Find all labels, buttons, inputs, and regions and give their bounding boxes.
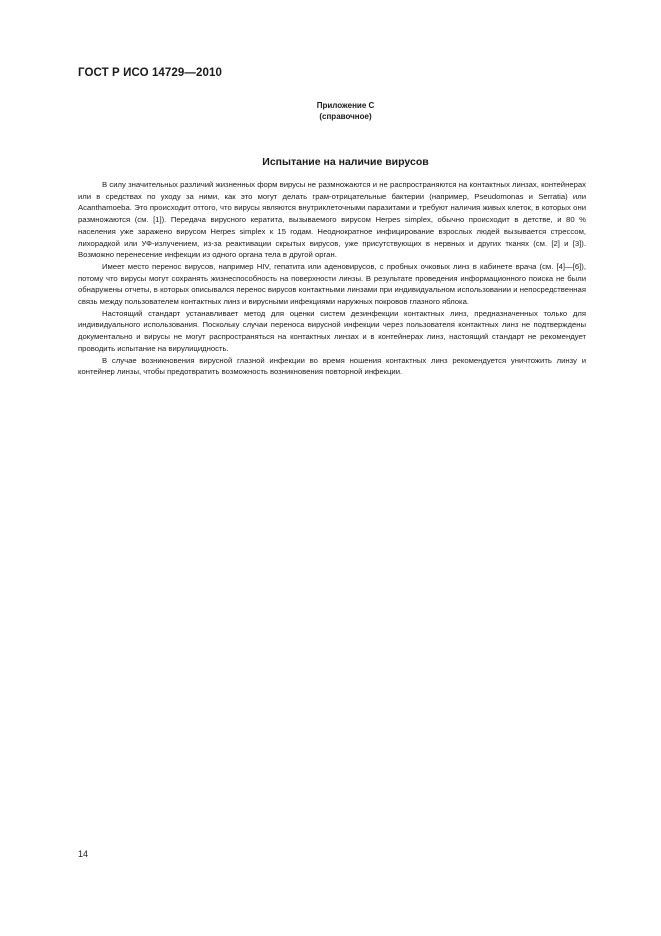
paragraph: Настоящий стандарт устанавливает метод для оценки систем дезинфекции контактных линз, предназначенных только для индивидуального использования. Поскольку случаи переноса вирусной инфекции через пользователя контактных линз не подтверждены документально и вирусы не могут распространяться на контактных линзах и в контейнерах линз, настоящий стандарт не рекомендует проводить испытание на вирулицидность. xyxy=(78,308,586,353)
body-text xyxy=(78,179,586,378)
document-header: ГОСТ Р ИСО 14729—2010 xyxy=(78,67,223,79)
appendix-heading xyxy=(0,100,661,122)
section-title: Испытание на наличие вирусов xyxy=(262,156,429,168)
appendix-type: (справочное) xyxy=(319,112,372,121)
paragraph: В случае возникновения вирусной глазной инфекции во время ношения контактных линз рекомендуется уничтожить линзу и контейнер линзы, чтобы предотвратить возможность возникновения повторной инфекции. xyxy=(78,355,586,377)
page-number: 14 xyxy=(78,849,89,859)
appendix-label: Приложение С xyxy=(316,101,375,110)
paragraph: В силу значительных различий жизненных форм вирусы не размножаются и не распространяются на контактных линзах, контейнерах или в средствах по уходу за ними, как это могут делать грам-отрицательные бактерии (например, Pseudomonas и Serratia) или Acanthamoeba. Это происходит оттого, что вирусы являются внутриклеточными паразитами и требуют наличия живых клеток, в которых они размножаются (см. [1]). Передача вирусного кератита, вызываемого вирусом Herpes simplex, обычно происходит в детстве, и 80 % населения уже заражено вирусом Herpes simplex к 15 годам. Неоднократное инфицирование взрослых людей вызывается стрессом, лихорадкой или УФ-излучением, из-за реактивации скрытых вирусов, уже присутствующих в нервных и других тканях (см. [2] и [3]). Возможно перенесение инфекции из одного органа тела в другой орган. xyxy=(78,180,586,260)
paragraph: Имеет место перенос вирусов, например HIV, гепатита или аденовирусов, с пробных очковых линз в кабинете врача (см. [4]—[6]), потому что вирусы могут сохранять жизнеспособность на поверхности линзы. В результате проведения информационного поиска не были обнаружены отчеты, в которых описывался перенос вирусов контактными линзами при индивидуальном использовании и непосредственная связь между пользователем контактных линз и вирусными инфекциями наружных покровов глазного яблока. xyxy=(78,261,586,307)
section-title-wrapper xyxy=(0,156,661,168)
